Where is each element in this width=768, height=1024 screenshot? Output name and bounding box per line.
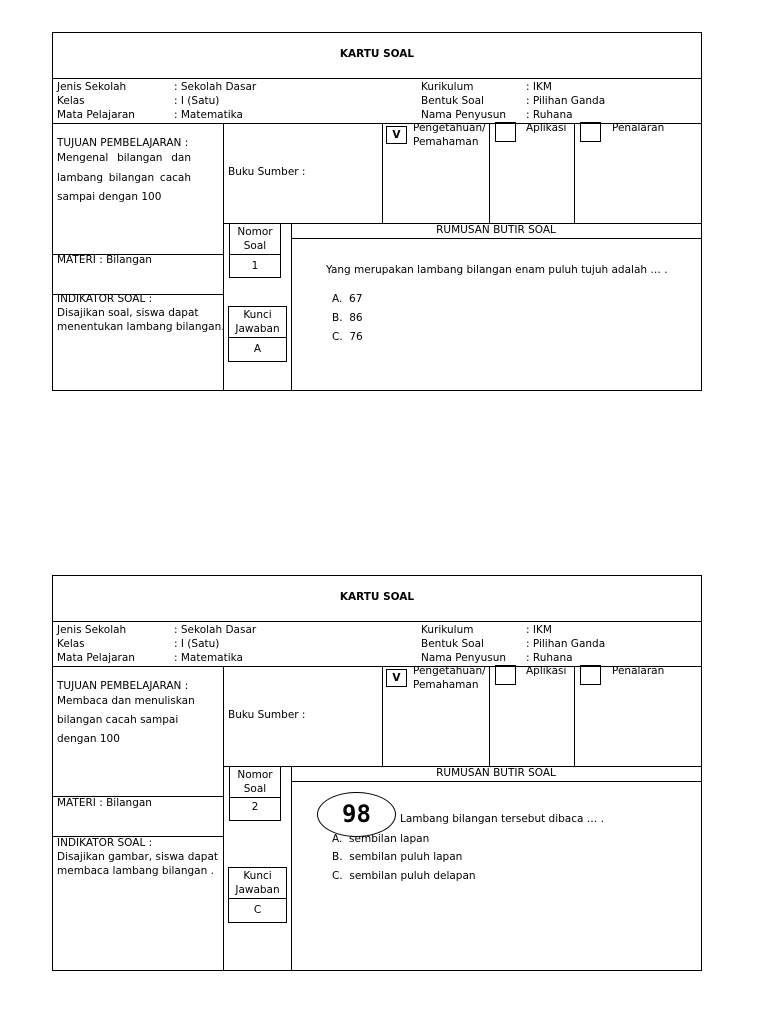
card-title: KARTU SOAL xyxy=(339,591,415,603)
aplikasi-label: Aplikasi xyxy=(526,122,567,134)
aplikasi-label: Aplikasi xyxy=(526,665,567,677)
option-text: 76 xyxy=(349,331,363,343)
nomor-label-line2: Soal xyxy=(243,240,267,252)
tujuan-line1: Membaca dan menuliskan xyxy=(57,695,195,707)
tujuan-text: Mengenal bilangan dan lambang bilangan cacah sampai dengan 100 xyxy=(57,152,191,203)
kunci-label-line1: Kunci xyxy=(243,870,272,882)
tujuan-line2: bilangan cacah sampai xyxy=(57,714,179,726)
bentuk-soal-value: : Pilihan Ganda xyxy=(526,638,606,650)
mapel-value: : Matematika xyxy=(174,652,243,664)
divider xyxy=(53,78,701,79)
kurikulum-value: : IKM xyxy=(526,624,552,636)
materi-text: MATERI : Bilangan xyxy=(57,797,152,809)
kurikulum-label: Kurikulum xyxy=(421,81,474,93)
pengetahuan-checkbox[interactable]: V xyxy=(386,126,407,144)
kelas-label: Kelas xyxy=(57,638,85,650)
option-text: sembilan puluh lapan xyxy=(349,851,463,863)
penyusun-value: : Ruhana xyxy=(526,109,573,121)
rumusan-heading: RUMUSAN BUTIR SOAL xyxy=(436,767,556,779)
option-a xyxy=(332,833,429,846)
rumusan-heading: RUMUSAN BUTIR SOAL xyxy=(436,224,556,236)
option-text: sembilan puluh delapan xyxy=(349,870,476,882)
divider xyxy=(489,666,490,766)
nomor-label-line1: Nomor xyxy=(237,769,273,781)
option-b xyxy=(332,312,363,325)
materi-text: MATERI : Bilangan xyxy=(57,254,152,266)
pengetahuan-label-line2: Pemahaman xyxy=(413,679,479,691)
tujuan-heading: TUJUAN PEMBELAJARAN : xyxy=(57,137,189,149)
jenis-sekolah-label: Jenis Sekolah xyxy=(57,624,127,636)
divider xyxy=(382,666,383,766)
option-text: sembilan lapan xyxy=(349,833,430,845)
option-b xyxy=(332,851,462,864)
pengetahuan-checkbox[interactable]: V xyxy=(386,669,407,687)
nomor-label-line1: Nomor xyxy=(237,226,273,238)
kurikulum-label: Kurikulum xyxy=(421,624,474,636)
tujuan-line3: dengan 100 xyxy=(57,733,120,745)
pengetahuan-label-line2: Pemahaman xyxy=(413,136,479,148)
kunci-label-line2: Jawaban xyxy=(235,884,280,896)
nomor-label-line2: Soal xyxy=(243,783,267,795)
kunci-jawaban-box xyxy=(228,306,287,338)
kunci-label-line1: Kunci xyxy=(243,309,272,321)
kartu-soal-card-2 xyxy=(52,575,702,971)
divider xyxy=(53,666,701,667)
option-c xyxy=(332,331,363,344)
divider xyxy=(291,238,701,239)
nomor-soal-box xyxy=(229,766,281,798)
option-text: 67 xyxy=(349,293,363,305)
penyusun-label: Nama Penyusun xyxy=(421,109,507,121)
penyusun-label: Nama Penyusun xyxy=(421,652,507,664)
question-text: Yang merupakan lambang bilangan enam puluh tujuh adalah … . xyxy=(326,264,668,276)
card-title: KARTU SOAL xyxy=(339,48,415,60)
kelas-label: Kelas xyxy=(57,95,85,107)
mapel-value: : Matematika xyxy=(174,109,243,121)
nomor-soal-box xyxy=(229,223,281,255)
kunci-jawaban-value: C xyxy=(228,898,287,923)
kunci-label-line2: Jawaban xyxy=(235,323,280,335)
kurikulum-value: : IKM xyxy=(526,81,552,93)
jenis-sekolah-value: : Sekolah Dasar xyxy=(174,81,257,93)
jenis-sekolah-label: Jenis Sekolah xyxy=(57,81,127,93)
kelas-value: : I (Satu) xyxy=(174,95,220,107)
divider xyxy=(574,666,575,766)
buku-sumber-label: Buku Sumber : xyxy=(228,709,306,721)
bentuk-soal-label: Bentuk Soal xyxy=(421,638,484,650)
bentuk-soal-value: : Pilihan Ganda xyxy=(526,95,606,107)
kelas-value: : I (Satu) xyxy=(174,638,220,650)
indikator-line1: Disajikan gambar, siswa dapat xyxy=(57,851,219,863)
divider xyxy=(53,621,701,622)
buku-sumber-label: Buku Sumber : xyxy=(228,166,306,178)
divider xyxy=(574,123,575,223)
nomor-soal-value: 2 xyxy=(229,797,281,821)
pengetahuan-label-line1: Pengetahuan/ xyxy=(413,122,486,134)
option-letter: C. xyxy=(332,331,343,343)
number-figure: 98 xyxy=(317,792,396,837)
indikator-line2: membaca lambang bilangan . xyxy=(57,865,214,877)
option-letter: A. xyxy=(332,293,343,305)
indikator-line2: menentukan lambang bilangan. xyxy=(57,321,225,333)
divider xyxy=(53,123,701,124)
option-letter: C. xyxy=(332,870,343,882)
divider xyxy=(291,766,292,971)
kunci-jawaban-box xyxy=(228,867,287,899)
aplikasi-checkbox[interactable] xyxy=(495,665,516,685)
divider xyxy=(291,781,701,782)
bentuk-soal-label: Bentuk Soal xyxy=(421,95,484,107)
aplikasi-checkbox[interactable] xyxy=(495,122,516,142)
penalaran-checkbox[interactable] xyxy=(580,122,601,142)
mapel-label: Mata Pelajaran xyxy=(57,109,135,121)
divider xyxy=(489,123,490,223)
divider xyxy=(382,123,383,223)
option-letter: B. xyxy=(332,851,343,863)
divider xyxy=(223,123,224,391)
option-letter: B. xyxy=(332,312,343,324)
penalaran-label: Penalaran xyxy=(612,665,665,677)
indikator-heading: INDIKATOR SOAL : xyxy=(57,293,153,305)
tujuan-heading: TUJUAN PEMBELAJARAN : xyxy=(57,680,189,692)
penalaran-checkbox[interactable] xyxy=(580,665,601,685)
indikator-line1: Disajikan soal, siswa dapat xyxy=(57,307,199,319)
penyusun-value: : Ruhana xyxy=(526,652,573,664)
mapel-label: Mata Pelajaran xyxy=(57,652,135,664)
divider xyxy=(291,223,292,391)
kunci-jawaban-value: A xyxy=(228,337,287,362)
option-text: 86 xyxy=(349,312,363,324)
option-a xyxy=(332,293,362,306)
jenis-sekolah-value: : Sekolah Dasar xyxy=(174,624,257,636)
nomor-soal-value: 1 xyxy=(229,254,281,278)
option-c xyxy=(332,870,476,883)
penalaran-label: Penalaran xyxy=(612,122,665,134)
indikator-heading: INDIKATOR SOAL : xyxy=(57,837,153,849)
pengetahuan-label-line1: Pengetahuan/ xyxy=(413,665,486,677)
divider xyxy=(223,666,224,971)
question-text: Lambang bilangan tersebut dibaca … . xyxy=(400,813,604,825)
kartu-soal-card-1 xyxy=(52,32,702,391)
option-letter: A. xyxy=(332,833,343,845)
